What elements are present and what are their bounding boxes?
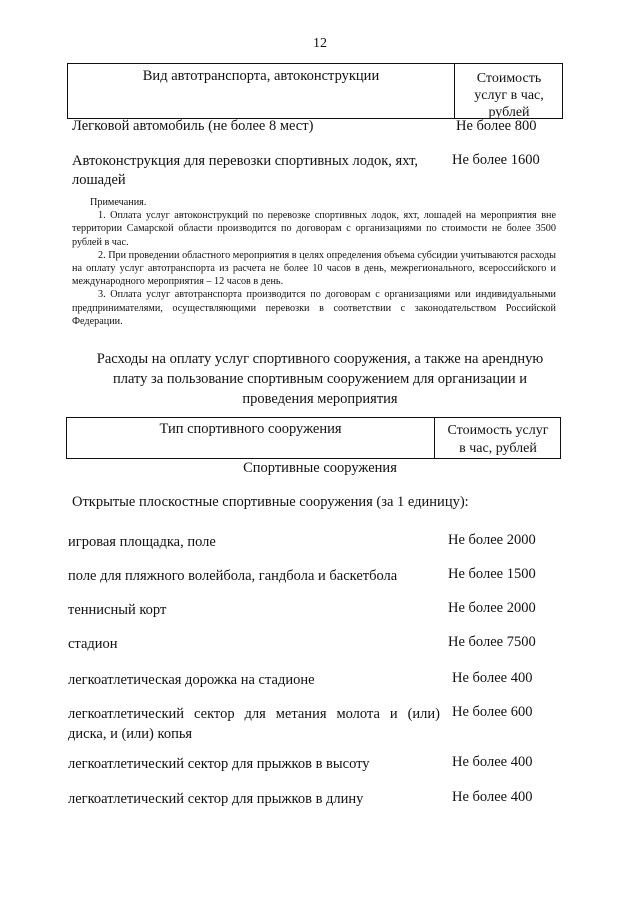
facility-label: теннисный корт (68, 602, 167, 618)
header-cost (454, 70, 564, 121)
facility-price: Не более 400 (452, 754, 533, 770)
transport-row-price: Не более 1600 (452, 152, 540, 168)
facility-price: Не более 2000 (448, 600, 536, 616)
facility-price: Не более 400 (452, 670, 533, 686)
header-cost-line: услуг в час, (474, 88, 544, 103)
facility-label: игровая площадка, поле (68, 534, 216, 550)
note-item: 2. При проведении областного мероприятия в целях определения объема субсидии учитываются расходы на оплату услуг автотранспорта из расчета не более 10 часов в день, межрегионального, всероссийского и международного мероприятия – 12 часов в день. (72, 249, 556, 288)
note-item: 3. Оплата услуг автотранспорта производится по договорам с организациями или индивидуальными предпринимателями, осуществляющими перевозки в соответствии с законодательством Российской Федерации. (72, 289, 556, 327)
header-cost-line: Стоимость (476, 71, 542, 86)
section-title: Расходы на оплату услуг спортивного сооружения, а также на арендную плату за пользование спортивным сооружением для организации и проведения мероприятия (96, 351, 544, 407)
facility-price: Не более 2000 (448, 532, 536, 548)
facility-label: легкоатлетический сектор для метания молота и (или) диска, и (или) копья (68, 706, 440, 742)
header-cost-line: в час, рублей (459, 441, 537, 456)
facility-label: легкоатлетический сектор для прыжков в высоту (68, 756, 370, 772)
transport-row-price: Не более 800 (456, 118, 537, 134)
facility-price: Не более 1500 (448, 566, 536, 582)
header-cost-line: Стоимость услуг (447, 423, 549, 438)
facilities-subtitle: Спортивные сооружения (243, 460, 397, 476)
notes-title: Примечания. (90, 197, 147, 208)
facility-table-header (66, 417, 561, 459)
header-transport-type: Вид автотранспорта, автоконструкции (142, 68, 380, 84)
facility-price: Не более 600 (452, 704, 533, 720)
facility-label: стадион (68, 636, 118, 652)
facility-label: поле для пляжного волейбола, гандбола и баскетбола (68, 568, 398, 584)
facility-label: легкоатлетическая дорожка на стадионе (68, 672, 315, 688)
notes-block (72, 196, 556, 328)
transport-table-header (67, 63, 563, 119)
transport-row-label: Легковой автомобиль (не более 8 мест) (72, 118, 314, 134)
header-cost (434, 422, 562, 458)
header-facility-type: Тип спортивного сооружения (159, 421, 342, 437)
facilities-subheading: Открытые плоскостные спортивные сооружения (за 1 единицу): (72, 494, 469, 510)
facility-price: Не более 400 (452, 789, 533, 805)
transport-row-label: Автоконструкция для перевозки спортивных лодок, яхт, лошадей (72, 153, 418, 188)
note-item: 1. Оплата услуг автоконструкций по перевозке спортивных лодок, яхт, лошадей на мероприятия вне территории Самарской области производится по договорам с организациями по стоимости не более 3500 рублей в час. (72, 210, 556, 248)
facility-price: Не более 7500 (448, 634, 536, 650)
header-cost-line: рублей (488, 105, 530, 120)
facility-label: легкоатлетический сектор для прыжков в длину (68, 791, 364, 807)
page-number: 12 (313, 36, 327, 51)
